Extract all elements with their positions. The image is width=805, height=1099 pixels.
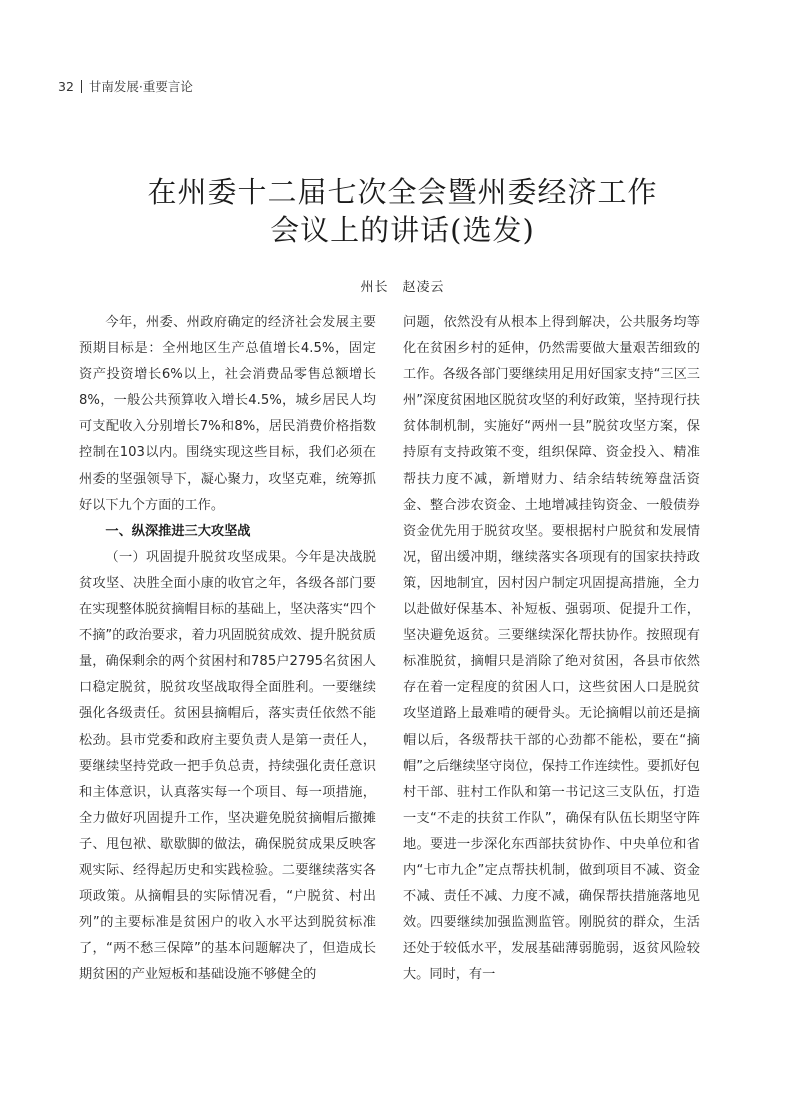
- article-title-line-2: 会议上的讲话(选发): [270, 213, 535, 247]
- paragraph: 今年，州委、州政府确定的经济社会发展主要预期目标是：全州地区生产总值增长4.5%，固定资产投资增长6%以上，社会消费品零售总额增长8%，一般公共预算收入增长4.5%，城乡居民人均可支配收入分别增长7%和8%，居民消费价格指数控制在103以内。围绕实现这些目标，我们必须在州委的坚强领导下，凝心聚力，攻坚克难，统筹抓好以下九个方面的工作。: [79, 315, 376, 513]
- author-byline: [0, 276, 805, 295]
- header-divider: [81, 80, 82, 93]
- left-column: [79, 310, 376, 988]
- article-title-line-1: 在州委十二届七次全会暨州委经济工作: [147, 175, 658, 209]
- author-role: 州长: [360, 280, 389, 295]
- paragraph: （一）巩固提升脱贫攻坚成果。今年是决战脱贫攻坚、决胜全面小康的收官之年，各级各部门要在实现整体脱贫摘帽目标的基础上，坚决落实“四个不摘”的政治要求，着力巩固脱贫成效、提升脱贫质量，确保剩余的两个贫困村和785户2795名贫困人口稳定脱贫，脱贫攻坚战取得全面胜利。一要继续强化各级责任。贫困县摘帽后，落实责任依然不能松劲。县市党委和政府主要负责人是第一责任人，要继续坚持党政一把手负总责，持续强化责任意识和主体意识，认真落实每一个项目、每一项措施，全力做好巩固提升工作，坚决避免脱贫摘帽后撤摊子、甩包袱、歇歇脚的做法，确保脱贫成果反映客观实际、经得起历史和实践检验。二要继续落实各项政策。从摘帽县的实际情况看，“户脱贫、村出列”的主要标准是贫困户的收入水平达到脱贫标准了，“两不愁三保障”的基本问题解决了，但造成长期贫困的产业短板和基础设施不够健全的: [79, 549, 376, 983]
- page-number: 32: [58, 79, 74, 94]
- right-column: [403, 310, 700, 988]
- article-title: [0, 173, 805, 249]
- section-title: 甘南发展·重要言论: [88, 79, 193, 94]
- running-header: [58, 78, 193, 96]
- paragraph: 问题，依然没有从根本上得到解决，公共服务均等化在贫困乡村的延伸，仍然需要做大量艰苦细致的工作。各级各部门要继续用足用好国家支持“三区三州”深度贫困地区脱贫攻坚的利好政策，坚持现行扶贫体制机制，实施好“两州一县”脱贫攻坚方案，保持原有支持政策不变，组织保障、资金投入、精准帮扶力度不减，新增财力、结余结转统筹盘活资金、整合涉农资金、土地增减挂钩资金、一般债券资金优先用于脱贫攻坚。要根据村户脱贫和发展情况，留出缓冲期，继续落实各项现有的国家扶持政策，因地制宜，因村因户制定巩固提高措施，全力以赴做好保基本、补短板、强弱项、促提升工作，坚决避免返贫。三要继续深化帮扶协作。按照现有标准脱贫，摘帽只是消除了绝对贫困，各县市依然存在着一定程度的贫困人口，这些贫困人口是脱贫攻坚道路上最难啃的硬骨头。无论摘帽以前还是摘帽以后，各级帮扶干部的心劲都不能松，要在“摘帽”之后继续坚守岗位，保持工作连续性。要抓好包村干部、驻村工作队和第一书记这三支队伍，打造一支“不走的扶贫工作队”，确保有队伍长期坚守阵地。要进一步深化东西部扶贫协作、中央单位和省内“七市九企”定点帮扶机制，做到项目不减、资金不减、责任不减、力度不减，确保帮扶措施落地见效。四要继续加强监测监管。刚脱贫的群众，生活还处于较低水平，发展基础薄弱脆弱，返贫风险较大。同时，有一: [403, 315, 700, 983]
- section-heading: 一、纵深推进三大攻坚战: [105, 523, 251, 539]
- author-name: 赵凌云: [402, 280, 445, 295]
